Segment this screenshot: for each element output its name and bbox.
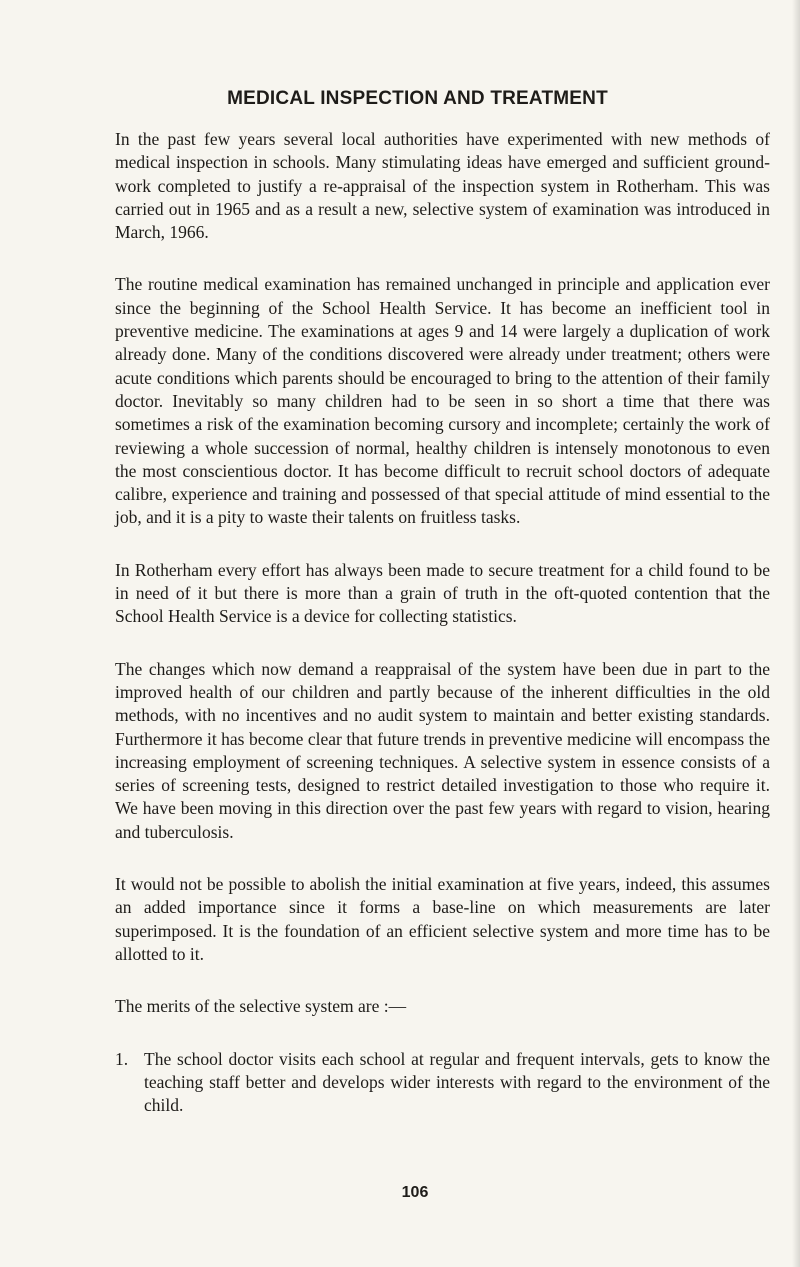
list-item-number: 1. <box>115 1048 129 1069</box>
page-number: 106 <box>401 1184 429 1201</box>
list-item <box>115 1048 770 1118</box>
paragraph-routine-examination: The routine medical examination has remained unchanged in principle and application ever since the beginning of the School Health Service. It has become an inefficient tool in preventive medicine. The examinations at ages 9 and 14 were largely a duplication of work already done. Many of the conditions discovered were already under treatment; others were acute conditions which parents should be encouraged to bring to the attention of their family doctor. Inevitably so many children had to be seen in so short a time that there was sometimes a risk of the examination becoming cursory and incomplete; certainly the work of reviewing a whole succession of normal, healthy children is intensely monotonous to even the most conscientious doctor. It has become difficult to recruit school doctors of adequate calibre, experience and training and possessed of that special attitude of mind essential to the job, and it is a pity to waste their talents on fruitless tasks. <box>115 274 770 528</box>
list-item-text: The school doctor visits each school at regular and frequent intervals, gets to know the teaching staff better and develops wider interests with regard to the environment of the child. <box>144 1048 770 1116</box>
paragraph-initial-examination: It would not be possible to abolish the initial examination at five years, indeed, this assumes an added importance since it forms a base-line on which measurements are later superimposed. It is the foundation of an efficient selective system and more time has to be allotted to it. <box>115 874 770 964</box>
paragraph-intro: In the past few years several local authorities have experimented with new methods of medical inspection in schools. Many stimulating ideas have emerged and sufficient ground-work completed to justify a re-appraisal of the inspection system in Rotherham. This was carried out in 1965 and as a result a new, selective system of examination was introduced in March, 1966. <box>115 129 770 243</box>
paragraph-merits-intro: The merits of the selective system are :— <box>115 996 407 1017</box>
page-heading: MEDICAL INSPECTION AND TREATMENT <box>227 88 608 109</box>
paragraph-changes: The changes which now demand a reappraisal of the system have been due in part to the improved health of our children and partly because of the inherent difficulties in the old methods, with no incentives and no audit system to maintain and better existing standards. Furthermore it has become clear that future trends in preventive medicine will encompass the increasing employment of screening techniques. A selective system in essence consists of a series of screening tests, designed to restrict detailed investigation to those who require it. We have been moving in this direction over the past few years with regard to vision, hearing and tuberculosis. <box>115 658 770 842</box>
paragraph-treatment-effort: In Rotherham every effort has always been made to secure treatment for a child found to be in need of it but there is more than a grain of truth in the oft-quoted contention that the School Health Service is a device for collecting statistics. <box>115 559 770 627</box>
page-edge-shadow <box>792 0 800 1267</box>
